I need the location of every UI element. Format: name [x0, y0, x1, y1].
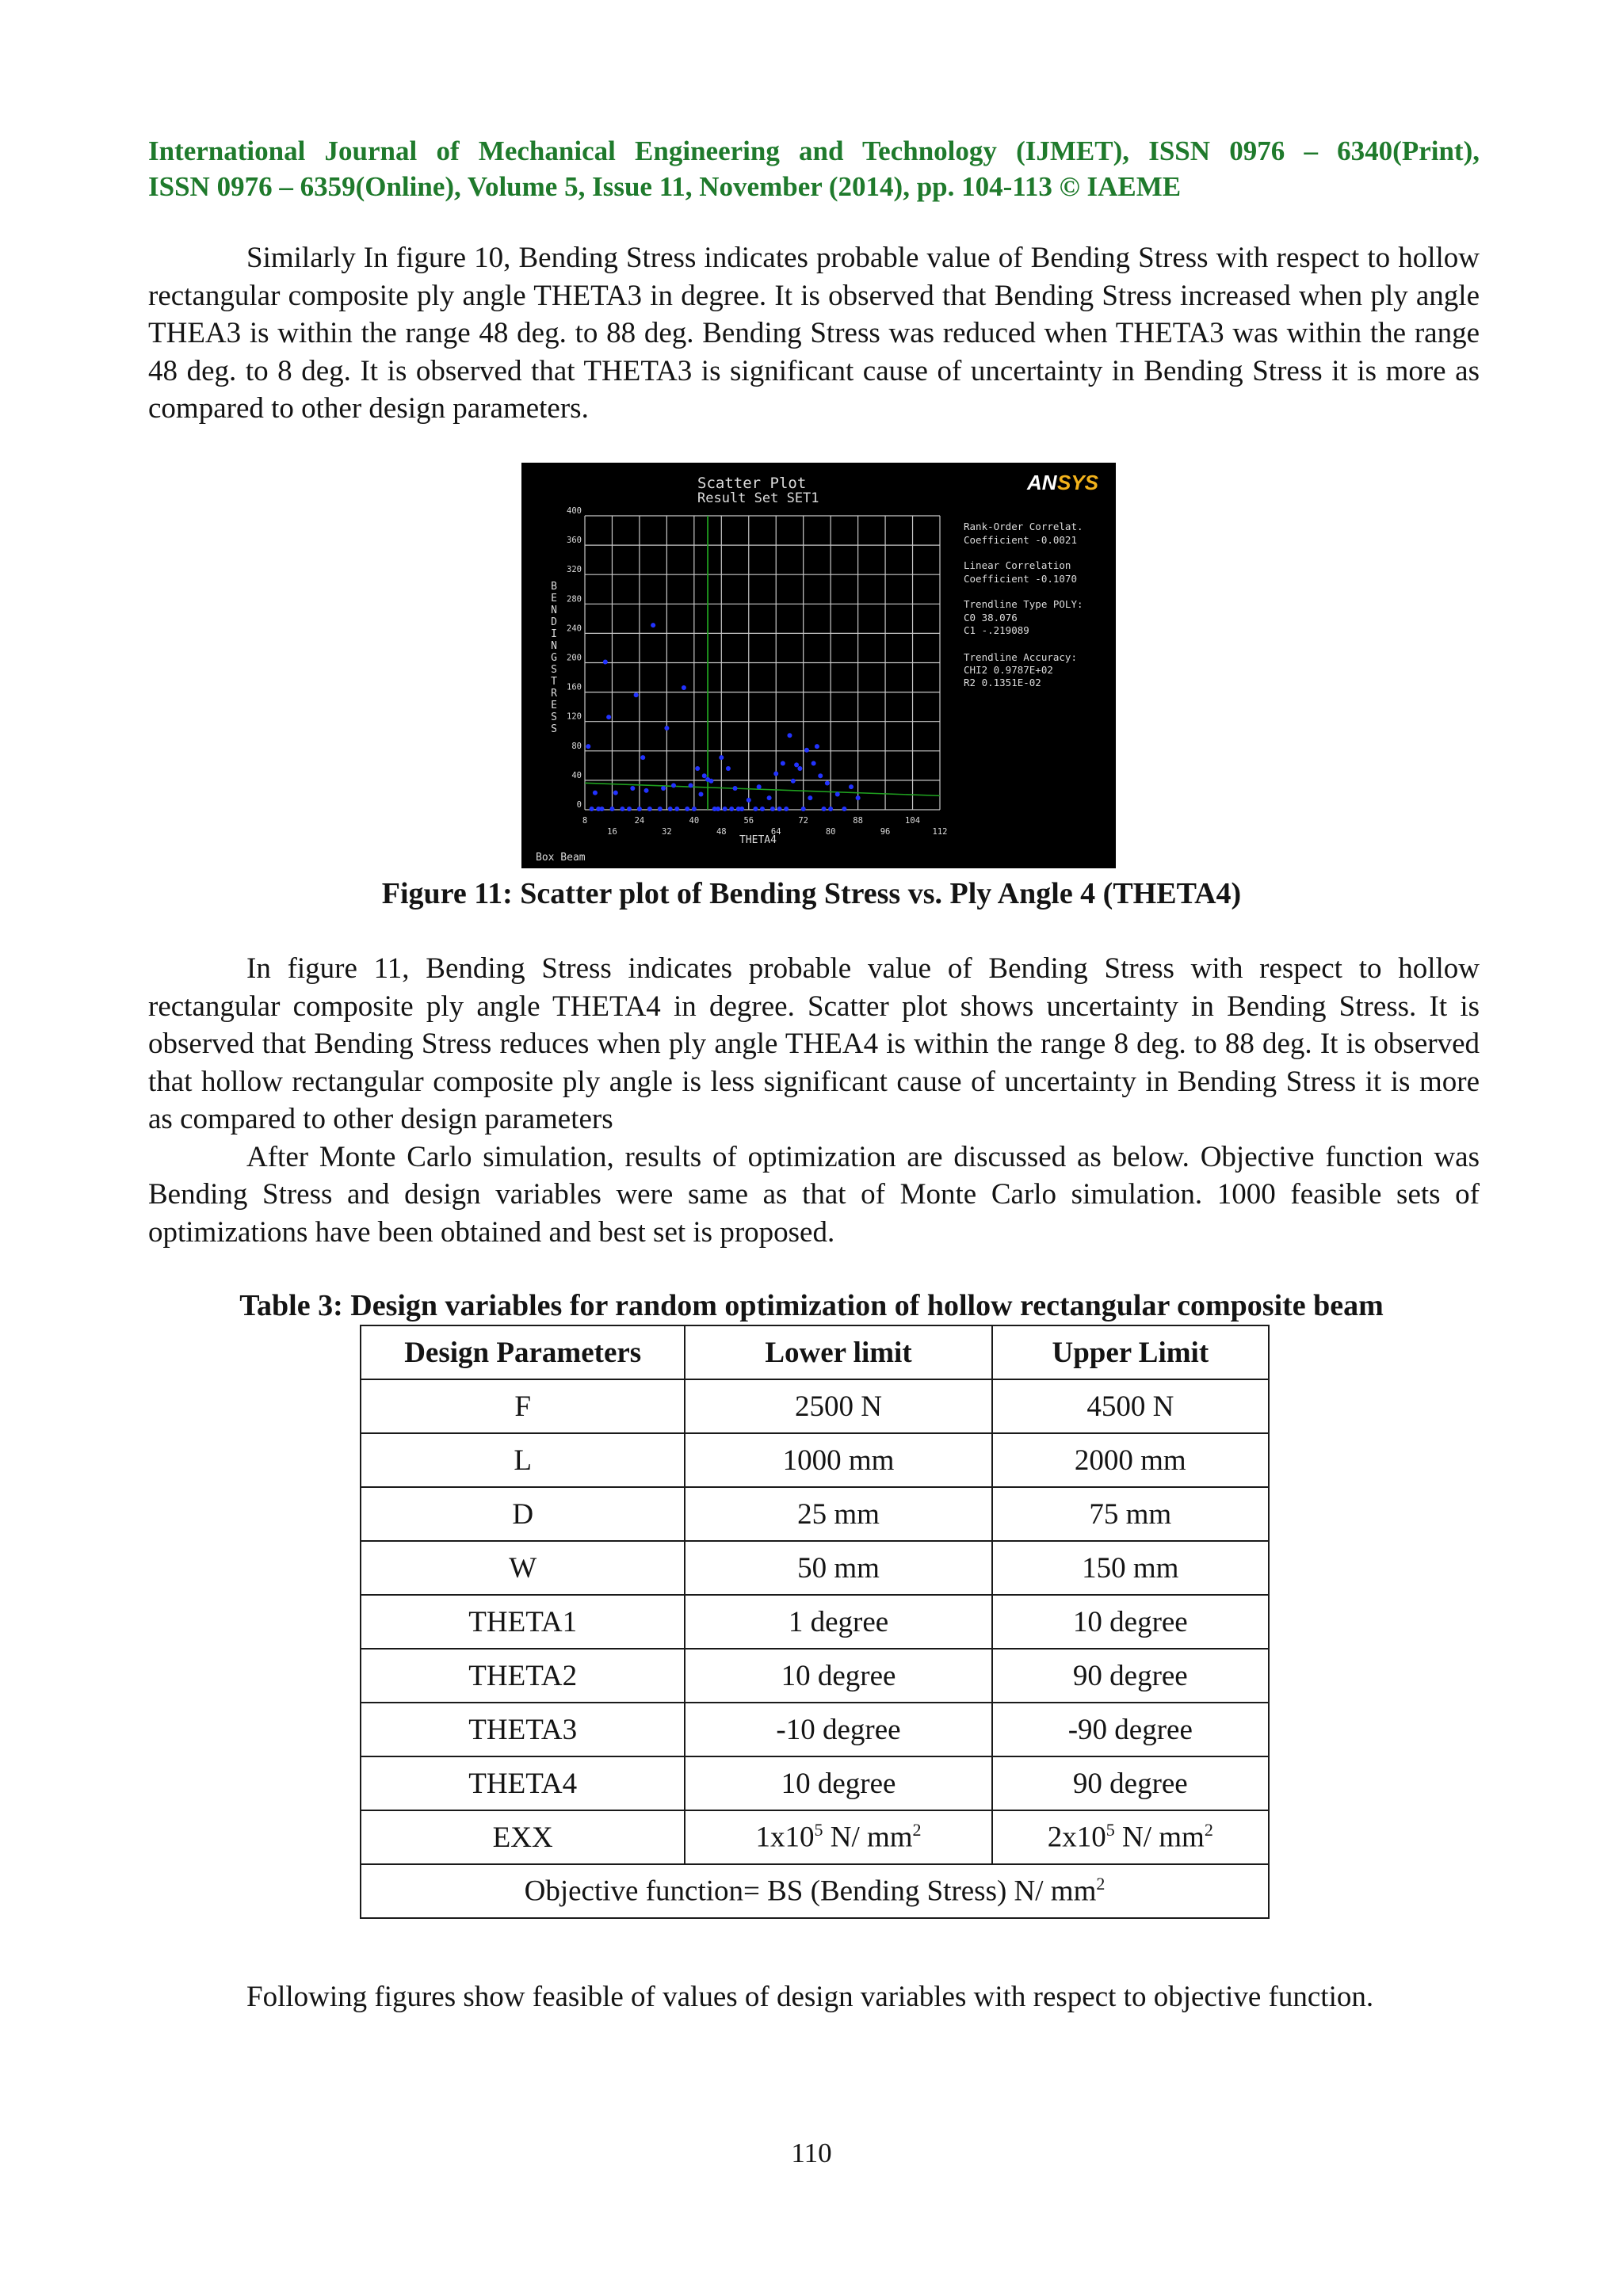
scatter-point	[773, 771, 778, 776]
data-points	[586, 623, 860, 811]
scatter-point	[801, 807, 806, 811]
plot-footer-label: Box Beam	[536, 852, 586, 864]
y-tick-label: 160	[567, 682, 582, 692]
upper-limit-cell: 10 degree	[992, 1595, 1269, 1649]
x-tick-label: 72	[798, 816, 809, 826]
lower-limit-cell: 2500 N	[685, 1379, 991, 1433]
x-tick-label: 88	[853, 816, 863, 826]
scatter-point	[856, 795, 861, 800]
x-tick-label: 104	[905, 816, 921, 826]
param-cell: THETA3	[361, 1703, 685, 1756]
y-tick-label: 0	[576, 800, 582, 810]
table-row	[361, 1379, 1269, 1433]
param-cell: THETA4	[361, 1756, 685, 1810]
upper-limit-cell: 2000 mm	[992, 1433, 1269, 1487]
table-row-exx	[361, 1810, 1269, 1864]
page-number: 110	[791, 2138, 832, 2168]
x-tick-label: 24	[634, 816, 645, 826]
plot-grid	[585, 516, 940, 810]
scatter-point	[760, 807, 765, 811]
journal-header-line1: International Journal of Mechanical Engineering and Technology (IJMET), ISSN 0976 – 6340(Print),	[148, 135, 1480, 166]
x-tick-label: 48	[716, 827, 727, 837]
scatter-point	[849, 784, 854, 789]
scatter-point	[651, 623, 655, 627]
header-upper-limit: Upper Limit	[992, 1325, 1269, 1379]
scatter-point	[609, 807, 614, 811]
scatter-point	[804, 748, 809, 753]
scatter-point	[822, 807, 827, 811]
y-tick-label: 80	[571, 741, 582, 751]
scatter-point	[815, 744, 819, 749]
table-row	[361, 1756, 1269, 1810]
design-variables-table	[360, 1325, 1270, 1919]
scatter-point	[593, 791, 598, 795]
rank-order-value: Coefficient -0.0021	[964, 534, 1077, 546]
scatter-point	[733, 786, 738, 791]
upper-limit-cell: 75 mm	[992, 1487, 1269, 1541]
upper-limit-cell: 90 degree	[992, 1649, 1269, 1703]
x-tick-label: 16	[607, 827, 617, 837]
trendline-accuracy-label: Trendline Accuracy:	[964, 651, 1077, 663]
plot-title: Scatter Plot	[697, 475, 807, 492]
y-tick-label: 200	[567, 653, 582, 663]
y-axis-label-letter: E	[551, 700, 557, 711]
x-tick-label: 64	[770, 827, 781, 837]
y-tick-label: 360	[567, 536, 582, 546]
trendline-c0: C0 38.076	[964, 612, 1018, 624]
scatter-point	[630, 786, 635, 791]
scatter-point	[664, 726, 669, 730]
scatter-point	[586, 744, 590, 749]
param-cell: EXX	[361, 1810, 685, 1864]
scatter-point	[640, 755, 645, 760]
y-tick-label: 120	[567, 711, 582, 722]
y-axis-label-letter: N	[551, 640, 557, 652]
param-cell: D	[361, 1487, 685, 1541]
lower-limit-cell: $1x10^5$ N/ $mm^2$	[685, 1810, 991, 1864]
scatter-point	[671, 783, 676, 788]
y-tick-label: 320	[567, 565, 582, 575]
scatter-point	[692, 807, 697, 811]
figure-caption: Figure 11: Scatter plot of Bending Stress vs. Ply Angle 4 (THETA4)	[381, 877, 1242, 910]
statistics-panel	[964, 521, 1083, 688]
table-row	[361, 1541, 1269, 1595]
scatter-point	[767, 795, 772, 800]
scatter-point	[620, 807, 624, 811]
upper-limit-cell: 90 degree	[992, 1756, 1269, 1810]
y-axis-label-letter: G	[551, 652, 557, 664]
scatter-point	[637, 807, 642, 811]
scatter-point	[719, 755, 724, 760]
scatter-point	[739, 807, 744, 811]
scatter-point	[698, 791, 703, 796]
scatter-point	[658, 807, 663, 811]
scatter-point	[784, 807, 789, 811]
scatter-point	[590, 807, 594, 811]
scatter-point	[647, 807, 652, 811]
paragraph-following-figures: Following figures show feasible of values of design variables with respect to objective function.	[246, 1981, 1374, 2013]
table-row	[361, 1703, 1269, 1756]
header-lower-limit: Lower limit	[685, 1325, 991, 1379]
upper-limit-cell: $2x10^5$ N/ $mm^2$	[992, 1810, 1269, 1864]
x-axis-label: THETA4	[739, 834, 777, 846]
scatter-point	[808, 795, 812, 800]
y-axis-label-letter: N	[551, 605, 557, 616]
scatter-point	[797, 766, 802, 771]
scatter-point	[600, 807, 605, 811]
y-axis-label-letter: B	[551, 581, 557, 593]
y-axis-label-letter: I	[551, 628, 557, 640]
scatter-point	[726, 766, 731, 771]
scatter-point	[777, 807, 782, 811]
paragraph-figure11-discussion: In figure 11, Bending Stress indicates probable value of Bending Stress with respect to hollow rectangular composite ply angle THETA4 in degree. Scatter plot shows uncertainty in Bending Stress. It is observed that Bending Stress reduces when ply angle THEA4 is within the range 8 deg. to 88 deg. It is observed that hollow rectangular composite ply angle is less significant cause of uncertainty in Bending Stress it is more as compared to other design parameters After Monte Carlo simulation, results of optimization are discussed as below. Objective function was Bending Stress and design variables were same as that of Monte Carlo simulation. 1000 feasible sets of optimizations have been obtained and best set is proposed.	[148, 950, 1480, 1251]
table-row	[361, 1649, 1269, 1703]
scatter-point	[695, 766, 700, 771]
lower-limit-cell: 1 degree	[685, 1595, 991, 1649]
trend-line	[585, 783, 940, 795]
lower-limit-cell: 10 degree	[685, 1756, 991, 1810]
y-axis-label-letter: S	[551, 664, 557, 676]
scatter-point	[812, 761, 816, 765]
table-row	[361, 1595, 1269, 1649]
scatter-point	[674, 807, 679, 811]
lower-limit-cell: 10 degree	[685, 1649, 991, 1703]
paragraph-optimization-intro: After Monte Carlo simulation, results of optimization are discussed as below. Objective function was Bending Stress and design variables were same as that of Monte Carlo simulation. 1000 feasible sets of optimizations have been obtained and best set is proposed.	[148, 1140, 1480, 1249]
y-axis-label	[551, 581, 557, 735]
upper-limit-cell: 150 mm	[992, 1541, 1269, 1595]
scatter-point	[689, 783, 693, 788]
header-design-parameters: Design Parameters	[361, 1325, 685, 1379]
plot-subtitle: Result Set SET1	[697, 490, 819, 506]
scatter-point	[708, 779, 713, 784]
paragraph-figure10-discussion: Similarly In figure 10, Bending Stress indicates probable value of Bending Stress with respect to hollow rectangular composite ply angle THETA3 in degree. It is observed that Bending Stress increased when ply angle THEA3 is within the range 48 deg. to 88 deg. Bending Stress was reduced when THETA3 was within the range 48 deg. to 8 deg. It is observed that THETA3 is significant cause of uncertainty in Bending Stress it is more as compared to other design parameters.	[148, 242, 1480, 425]
scatter-point	[842, 807, 846, 811]
scatter-point	[627, 807, 632, 811]
y-tick-labels	[567, 506, 582, 810]
y-tick-label: 40	[571, 770, 582, 780]
y-tick-label: 240	[567, 624, 582, 634]
scatter-point	[661, 786, 666, 791]
table-row-objective	[361, 1864, 1269, 1918]
scatter-point	[791, 779, 796, 784]
scatter-point	[757, 784, 762, 789]
upper-limit-cell: 4500 N	[992, 1379, 1269, 1433]
scatter-point	[770, 807, 775, 811]
scatter-plot-svg	[521, 463, 1116, 868]
linear-correlation-label: Linear Correlation	[964, 559, 1071, 571]
scatter-point	[702, 773, 707, 778]
scatter-point	[729, 807, 734, 811]
objective-function-cell: Objective function= BS (Bending Stress) N/ $mm^2$	[361, 1864, 1269, 1918]
scatter-point	[668, 807, 673, 811]
scatter-point	[682, 685, 686, 690]
x-tick-label: 56	[743, 816, 754, 826]
x-tick-label: 8	[582, 816, 588, 826]
scatter-point	[747, 798, 751, 803]
scatter-point	[794, 762, 799, 767]
y-tick-label: 400	[567, 506, 582, 516]
scatter-point	[753, 807, 758, 811]
y-tick-label: 280	[567, 594, 582, 605]
ansys-logo-an: AN	[1027, 471, 1057, 494]
scatter-point	[685, 807, 689, 811]
y-axis-label-letter: S	[551, 723, 557, 735]
y-axis-label-letter: S	[551, 711, 557, 723]
scatter-point	[787, 733, 792, 738]
y-axis-label-letter: R	[551, 688, 557, 700]
lower-limit-cell: -10 degree	[685, 1703, 991, 1756]
x-tick-label: 112	[932, 827, 948, 837]
scatter-point	[634, 692, 639, 697]
ansys-logo	[1026, 471, 1099, 494]
scatter-point	[723, 807, 727, 811]
x-tick-label: 32	[662, 827, 672, 837]
table-header-row	[361, 1325, 1269, 1379]
journal-header	[148, 133, 1480, 204]
scatter-point	[828, 807, 833, 811]
figure-11-scatter-plot	[521, 463, 1116, 868]
trendline-type: Trendline Type POLY:	[964, 598, 1083, 610]
scatter-point	[606, 715, 611, 719]
param-cell: THETA2	[361, 1649, 685, 1703]
y-axis-label-letter: D	[551, 616, 557, 628]
x-tick-label: 80	[825, 827, 836, 837]
scatter-point	[603, 660, 608, 665]
x-tick-label: 96	[880, 827, 891, 837]
lower-limit-cell: 50 mm	[685, 1541, 991, 1595]
scatter-point	[613, 791, 618, 795]
trendline-c1: C1 -.219089	[964, 624, 1029, 636]
table-row	[361, 1487, 1269, 1541]
linear-correlation-value: Coefficient -0.1070	[964, 573, 1077, 585]
param-cell: THETA1	[361, 1595, 685, 1649]
scatter-point	[644, 788, 649, 793]
scatter-point	[825, 781, 830, 786]
y-axis-label-letter: E	[551, 593, 557, 605]
param-cell: W	[361, 1541, 685, 1595]
table-row	[361, 1433, 1269, 1487]
scatter-point	[818, 773, 823, 778]
ansys-logo-sys: SYS	[1057, 471, 1099, 494]
scatter-point	[835, 791, 840, 796]
table-caption: Table 3: Design variables for random optimization of hollow rectangular composite beam	[239, 1289, 1384, 1322]
x-tick-label: 40	[689, 816, 700, 826]
param-cell: F	[361, 1379, 685, 1433]
y-axis-label-letter: T	[551, 676, 557, 688]
lower-limit-cell: 1000 mm	[685, 1433, 991, 1487]
journal-header-line2: ISSN 0976 – 6359(Online), Volume 5, Issue 11, November (2014), pp. 104-113 © IAEME	[148, 171, 1182, 202]
param-cell: L	[361, 1433, 685, 1487]
lower-limit-cell: 25 mm	[685, 1487, 991, 1541]
scatter-point	[716, 807, 720, 811]
upper-limit-cell: -90 degree	[992, 1703, 1269, 1756]
trendline-chi2: CHI2 0.9787E+02	[964, 664, 1053, 676]
trendline-r2: R2 0.1351E-02	[964, 677, 1041, 688]
rank-order-label: Rank-Order Correlat.	[964, 521, 1083, 532]
scatter-point	[781, 761, 785, 765]
